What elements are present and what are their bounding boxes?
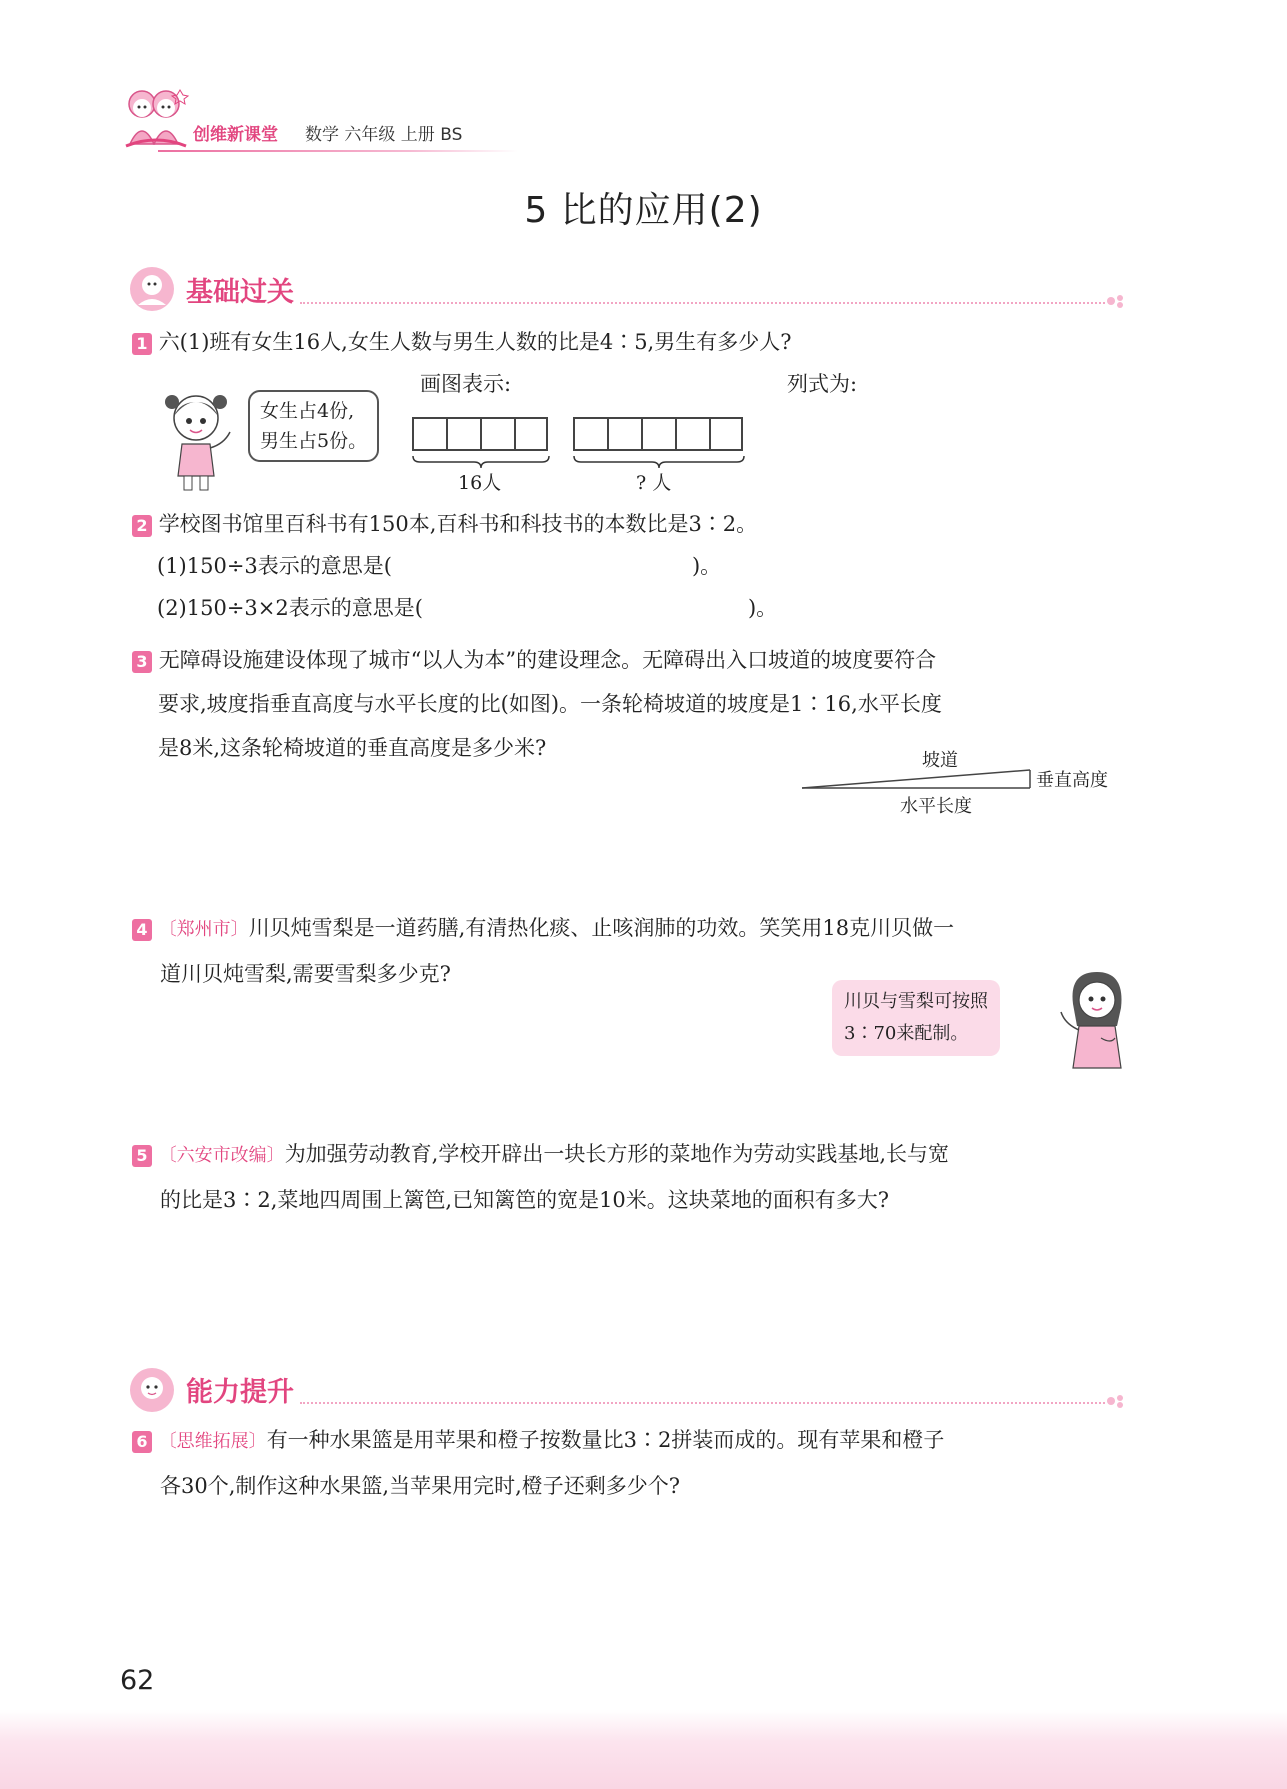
lesson-title: 5 比的应用(2)	[524, 190, 763, 231]
part-cell	[709, 417, 743, 451]
source-tag: 〔思维拓展〕	[158, 1431, 267, 1452]
question-1-text: 六(1)班有女生16人,女生人数与男生人数的比是4∶5,男生有多少人?	[158, 330, 792, 354]
page-number: 62	[120, 1665, 155, 1696]
question-number-badge: 2	[132, 515, 152, 537]
source-tag: 〔郑州市〕	[158, 919, 249, 940]
question-6-line-2: 各30个,制作这种水果篮,当苹果用完时,橙子还剩多少个?	[160, 1474, 681, 1498]
girls-cell-row	[412, 417, 548, 451]
hint-bubble-line-1: 女生占4份,	[260, 400, 355, 422]
sub-1-close: )。	[691, 554, 722, 578]
girls-brace-label: 16人	[458, 472, 502, 494]
sub-2-prompt: (2)150÷3×2表示的意思是(	[157, 596, 423, 620]
question-2-sub-1	[157, 544, 1117, 588]
part-cell	[514, 417, 548, 451]
boys-cell-row	[573, 417, 743, 451]
source-tag: 〔六安市改编〕	[158, 1145, 285, 1166]
question-number-badge: 5	[132, 1145, 152, 1167]
question-3-line-2: 要求,坡度指垂直高度与水平长度的比(如图)。一条轮椅坡道的坡度是1∶16,水平长度	[158, 692, 942, 716]
draw-label: 画图表示:	[420, 372, 512, 396]
question-3	[132, 638, 1132, 770]
question-2	[132, 502, 1132, 546]
teacher-character-icon	[1055, 968, 1135, 1070]
section-advanced-title: 能力提升	[186, 1377, 294, 1408]
brand-name: 创维新课堂	[193, 125, 278, 145]
ramp-horizontal-label: 水平长度	[900, 796, 972, 817]
question-4-line-2: 道川贝炖雪梨,需要雪梨多少克?	[160, 962, 451, 986]
recipe-hint-line-2: 3∶70来配制。	[844, 1023, 969, 1044]
part-cell	[675, 417, 709, 451]
part-cell	[641, 417, 675, 451]
ramp-vertical-label: 垂直高度	[1036, 770, 1108, 791]
question-5	[132, 1132, 1132, 1222]
question-5-line-1: 为加强劳动教育,学校开辟出一块长方形的菜地作为劳动实践基地,长与宽	[284, 1142, 950, 1166]
section-advanced-icon	[128, 1366, 176, 1414]
sub-2-close: )。	[747, 596, 778, 620]
flower-decoration-icon	[1105, 1392, 1131, 1410]
recipe-hint-bubble	[832, 980, 1000, 1056]
part-cell	[607, 417, 641, 451]
question-6	[132, 1418, 1132, 1508]
question-5-line-2: 的比是3∶2,菜地四周围上篱笆,已知篱笆的宽是10米。这块菜地的面积有多大?	[160, 1188, 890, 1212]
question-2-text: 学校图书馆里百科书有150本,百科书和科技书的本数比是3∶2。	[158, 512, 758, 536]
sub-1-prompt: (1)150÷3表示的意思是(	[157, 554, 392, 578]
mascot-logo-icon	[120, 84, 192, 154]
section-advanced-divider	[300, 1402, 1105, 1404]
flower-decoration-icon	[1105, 292, 1131, 310]
hint-bubble-line-2: 男生占5份。	[260, 430, 368, 452]
question-6-line-1: 有一种水果篮是用苹果和橙子按数量比3∶2拼装而成的。现有苹果和橙子	[266, 1428, 945, 1452]
section-basic-title: 基础过关	[186, 277, 294, 308]
question-2-sub-2	[157, 586, 1117, 630]
hint-bubble	[248, 390, 379, 462]
question-number-badge: 4	[132, 919, 152, 941]
question-number-badge: 1	[132, 333, 152, 355]
part-cell	[446, 417, 480, 451]
book-subject: 数学 六年级 上册 BS	[305, 125, 463, 145]
girl-character-icon	[160, 388, 236, 492]
question-number-badge: 3	[132, 651, 152, 673]
question-1	[132, 320, 1132, 364]
part-cell	[412, 417, 446, 451]
formula-label: 列式为:	[787, 372, 858, 396]
part-cell	[480, 417, 514, 451]
recipe-hint-line-1: 川贝与雪梨可按照	[844, 991, 988, 1012]
ramp-diagram	[800, 764, 1040, 794]
boys-brace-label: ? 人	[636, 472, 672, 494]
section-basic-icon	[128, 265, 176, 313]
question-number-badge: 6	[132, 1431, 152, 1453]
question-3-line-1: 无障碍设施建设体现了城市“以人为本”的建设理念。无障碍出入口坡道的坡度要符合	[158, 648, 937, 672]
part-cell	[573, 417, 607, 451]
question-4-line-1: 川贝炖雪梨是一道药膳,有清热化痰、止咳润肺的功效。笑笑用18克川贝做一	[248, 916, 955, 940]
ramp-slope-label: 坡道	[922, 750, 958, 771]
header-divider	[158, 150, 518, 152]
footer-band	[0, 1710, 1287, 1789]
question-3-line-3: 是8米,这条轮椅坡道的垂直高度是多少米?	[158, 736, 547, 760]
section-basic-divider	[300, 302, 1105, 304]
